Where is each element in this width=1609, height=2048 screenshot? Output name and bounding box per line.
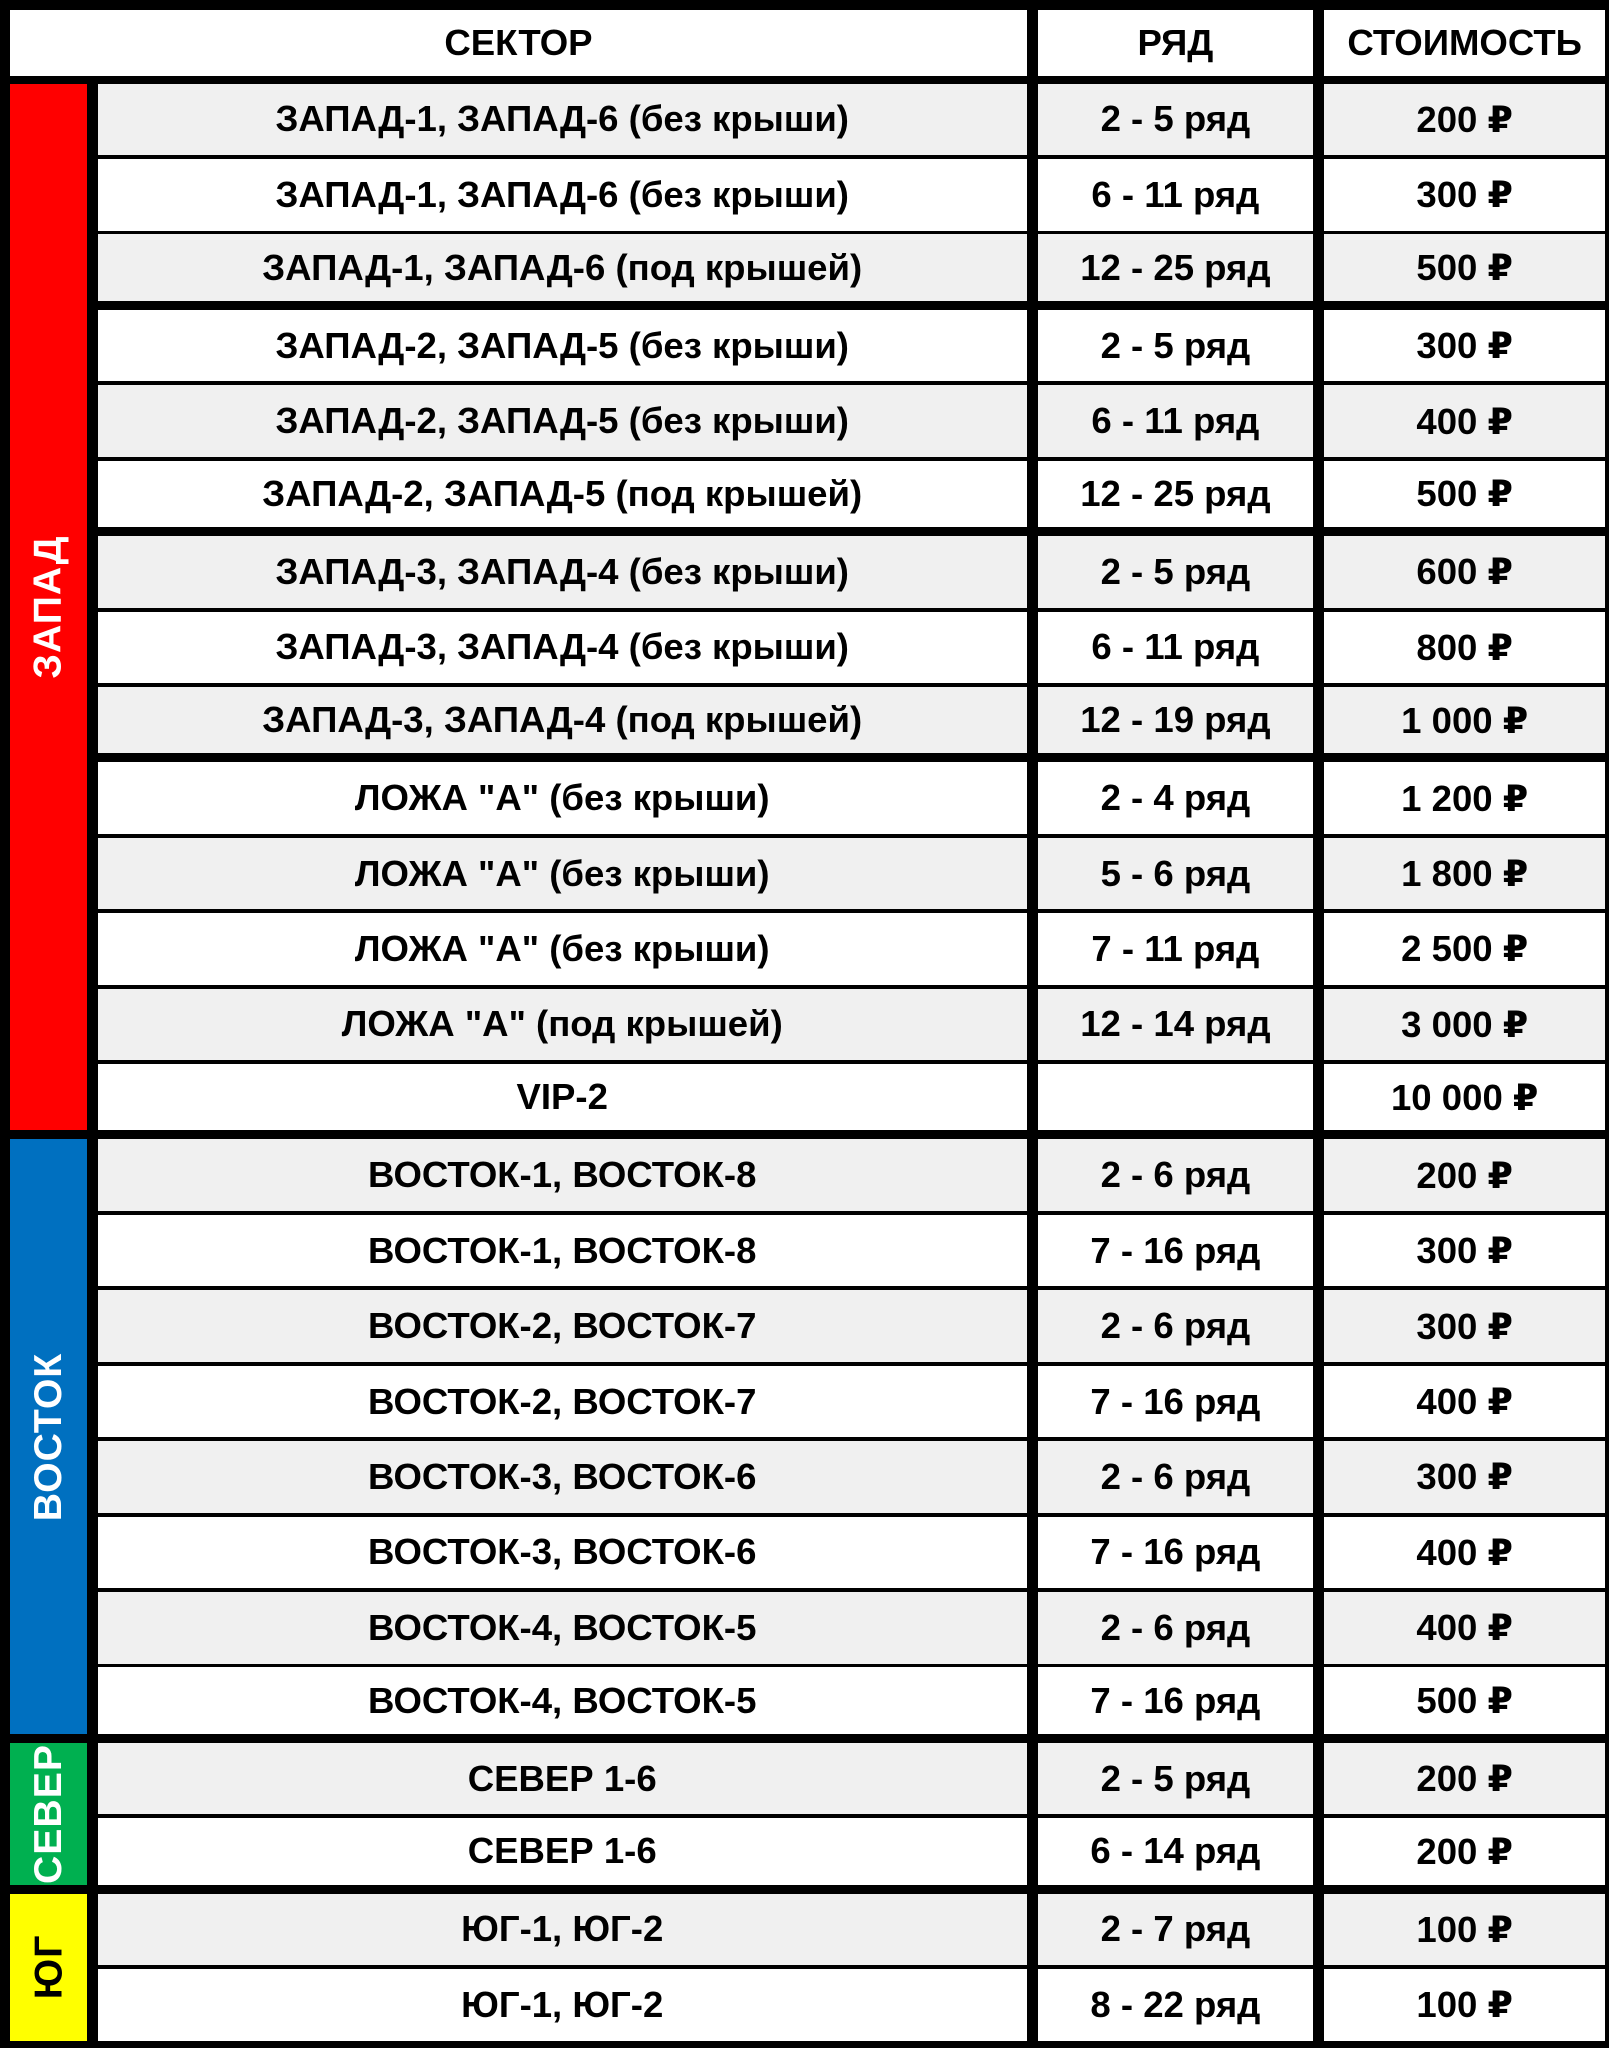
table-cell-price: 1 000 ₽ [1324,687,1605,753]
table-cell-row: 12 - 14 ряд [1038,989,1312,1061]
table-cell-sector: ВОСТОК-2, ВОСТОК-7 [98,1290,1027,1362]
table-cell-row: 2 - 5 ряд [1038,536,1312,608]
table-cell-row: 7 - 16 ряд [1038,1517,1312,1589]
table-cell-row: 2 - 6 ряд [1038,1441,1312,1513]
table-cell-row: 2 - 6 ряд [1038,1139,1312,1211]
table-cell-sector: ЮГ-1, ЮГ-2 [98,1969,1027,2041]
table-cell-row: 7 - 11 ряд [1038,913,1312,985]
table-cell-price: 10 000 ₽ [1324,1064,1605,1130]
table-cell-sector: ВОСТОК-4, ВОСТОК-5 [98,1667,1027,1733]
table-cell-sector: ЗАПАД-3, ЗАПАД-4 (без крыши) [98,536,1027,608]
group-label: СЕВЕР [26,1743,70,1884]
table-cell-row: 2 - 6 ряд [1038,1592,1312,1664]
table-cell-price: 200 ₽ [1324,1818,1605,1884]
table-cell-price: 2 500 ₽ [1324,913,1605,985]
table-cell-sector: ВОСТОК-1, ВОСТОК-8 [98,1139,1027,1211]
table-cell-sector: ВОСТОК-3, ВОСТОК-6 [98,1441,1027,1513]
table-cell-row: 2 - 4 ряд [1038,762,1312,834]
table-cell-sector: ВОСТОК-3, ВОСТОК-6 [98,1517,1027,1589]
table-cell-sector: СЕВЕР 1-6 [98,1818,1027,1884]
table-cell-price: 300 ₽ [1324,1215,1605,1287]
table-cell-price: 300 ₽ [1324,310,1605,382]
table-cell-sector: ЗАПАД-1, ЗАПАД-6 (без крыши) [98,159,1027,231]
table-cell-sector: ЛОЖА "А" (без крыши) [98,913,1027,985]
table-cell-sector: ЗАПАД-1, ЗАПАД-6 (без крыши) [98,84,1027,156]
table-cell-price: 500 ₽ [1324,1667,1605,1733]
table-cell-sector: ВОСТОК-4, ВОСТОК-5 [98,1592,1027,1664]
table-cell-row: 7 - 16 ряд [1038,1366,1312,1438]
table-cell-row: 2 - 6 ряд [1038,1290,1312,1362]
table-cell-sector: ЗАПАД-3, ЗАПАД-4 (без крыши) [98,612,1027,684]
header-sector: СЕКТОР [10,10,1026,75]
group-label: ЗАПАД [26,535,70,679]
table-cell-row: 2 - 5 ряд [1038,1743,1312,1815]
table-cell-sector: ВОСТОК-2, ВОСТОК-7 [98,1366,1027,1438]
table-cell-price: 300 ₽ [1324,159,1605,231]
table-cell-price: 100 ₽ [1324,1894,1605,1966]
table-cell-price: 400 ₽ [1324,1366,1605,1438]
table-cell-price: 400 ₽ [1324,385,1605,457]
group-band-3 [10,1894,87,2041]
table-cell-price: 200 ₽ [1324,1139,1605,1211]
table-cell-price: 800 ₽ [1324,612,1605,684]
table-cell-row: 12 - 19 ряд [1038,687,1312,753]
table-cell-price: 200 ₽ [1324,84,1605,156]
table-cell-row: 2 - 7 ряд [1038,1894,1312,1966]
table-cell-row: 2 - 5 ряд [1038,310,1312,382]
header-row: РЯД [1038,10,1312,75]
table-cell-price: 400 ₽ [1324,1517,1605,1589]
table-cell-row: 12 - 25 ряд [1038,234,1312,300]
group-band-2 [10,1743,87,1885]
table-cell-price: 1 200 ₽ [1324,762,1605,834]
table-cell-price: 500 ₽ [1324,234,1605,300]
table-cell-price: 300 ₽ [1324,1441,1605,1513]
table-cell-row: 6 - 11 ряд [1038,385,1312,457]
table-cell-price: 200 ₽ [1324,1743,1605,1815]
table-cell-row: 6 - 11 ряд [1038,159,1312,231]
table-cell-sector: ЗАПАД-3, ЗАПАД-4 (под крышей) [98,687,1027,753]
table-cell-row: 7 - 16 ряд [1038,1667,1312,1733]
table-cell-price: 400 ₽ [1324,1592,1605,1664]
table-cell-sector: ЗАПАД-2, ЗАПАД-5 (под крышей) [98,461,1027,527]
table-cell-sector: ЗАПАД-1, ЗАПАД-6 (под крышей) [98,234,1027,300]
table-cell-row: 8 - 22 ряд [1038,1969,1312,2041]
group-band-0 [10,84,87,1131]
group-label: ВОСТОК [26,1352,70,1521]
table-cell-sector: VIP-2 [98,1064,1027,1130]
table-cell-row: 5 - 6 ряд [1038,838,1312,910]
table-cell-price: 600 ₽ [1324,536,1605,608]
table-cell-row: 2 - 5 ряд [1038,84,1312,156]
table-cell-row: 6 - 11 ряд [1038,612,1312,684]
table-cell-sector: ЮГ-1, ЮГ-2 [98,1894,1027,1966]
table-cell-row: 6 - 14 ряд [1038,1818,1312,1884]
table-cell-price: 1 800 ₽ [1324,838,1605,910]
table-cell-row: 12 - 25 ряд [1038,461,1312,527]
group-band-1 [10,1139,87,1733]
table-cell-price: 3 000 ₽ [1324,989,1605,1061]
table-cell-price: 500 ₽ [1324,461,1605,527]
header-price: СТОИМОСТЬ [1324,10,1605,75]
table-cell-sector: ВОСТОК-1, ВОСТОК-8 [98,1215,1027,1287]
table-cell-sector: ЗАПАД-2, ЗАПАД-5 (без крыши) [98,310,1027,382]
table-cell-sector: ЛОЖА "А" (под крышей) [98,989,1027,1061]
table-cell-price: 300 ₽ [1324,1290,1605,1362]
table-cell-sector: ЛОЖА "А" (без крыши) [98,762,1027,834]
table-cell-sector: СЕВЕР 1-6 [98,1743,1027,1815]
table-cell-price: 100 ₽ [1324,1969,1605,2041]
group-label: ЮГ [26,1934,70,2000]
table-cell-row: 7 - 16 ряд [1038,1215,1312,1287]
table-cell-sector: ЗАПАД-2, ЗАПАД-5 (без крыши) [98,385,1027,457]
table-cell-sector: ЛОЖА "А" (без крыши) [98,838,1027,910]
table-cell-row [1038,1064,1312,1130]
